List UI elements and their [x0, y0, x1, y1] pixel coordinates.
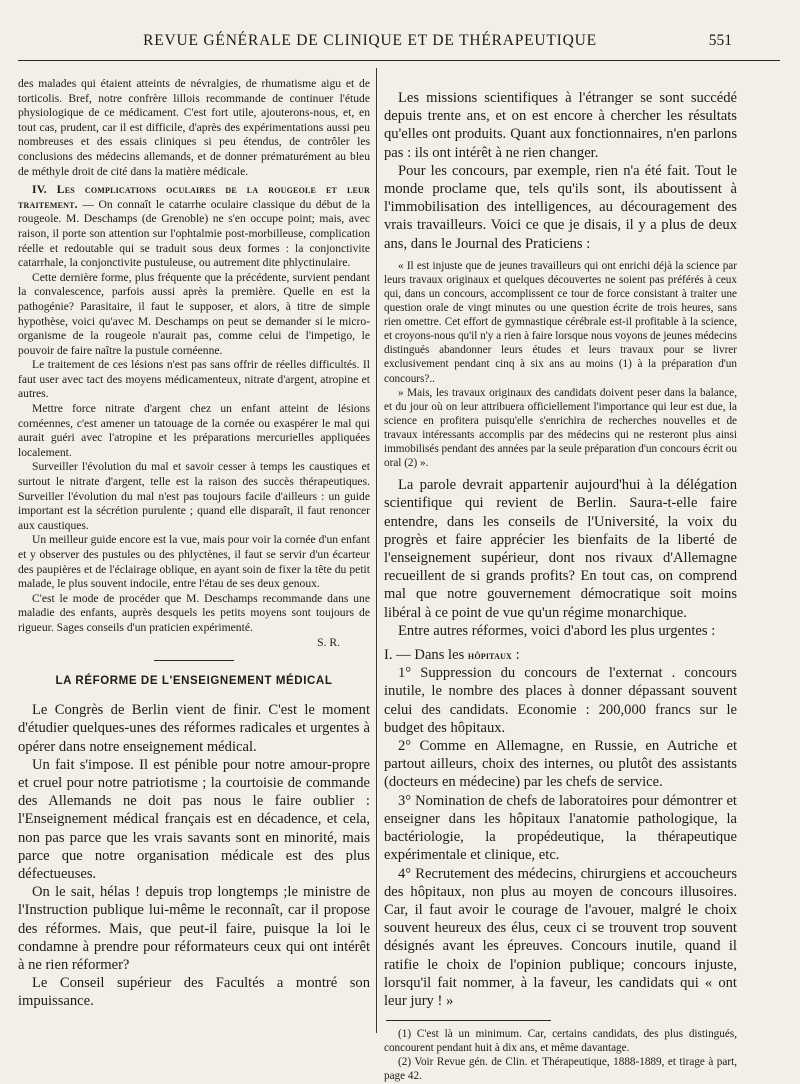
section-iv-paragraph — [18, 183, 370, 271]
body-paragraph: Le traitement de ces lésions n'est pas sans offrir de réelles difficultés. Il faut user avec tact des moyens médicamenteux, nitrate d'argent, atropine et autres. — [18, 358, 370, 401]
page-number: 551 — [708, 32, 732, 49]
section-divider — [154, 660, 234, 661]
body-paragraph: Surveiller l'évolution du mal et savoir cesser à temps les caustiques et surtout le nitrate d'argent, telle est la raison des succès thérapeutiques. Surveiller l'évolution du mal n'est pas toujours facile d'ailleurs : un guide important est la sécrétion purulente ; quand elle disparaît, il faut renoncer aux caustiques. — [18, 460, 370, 532]
section-label-suffix: : — [512, 647, 520, 664]
header-rule — [18, 60, 780, 61]
body-paragraph: Un meilleur guide encore est la vue, mais pour voir la cornée d'un enfant et y observer des pustules ou des phlyctènes, il faut se servir d'un écarteur des paupières et de l'éclairage oblique, en ayant soin de fixer la tête du petit malade, le plus souvent indocile, entre l'étau de ses deux genoux. — [18, 533, 370, 591]
section-iv-heading: IV. Les complications oculaires de la rougeole et leur traitement. — [18, 183, 370, 211]
signature-line — [18, 636, 370, 651]
quote-paragraph: » Mais, les travaux originaux des candidats doivent peser dans la balance, et du jour où on leur attribuera officiellement l'importance qui leur est due, la science en profitera puisqu'elle s'enrichira de recherches nouvelles et de travaux intéressants accomplis par des médecins qui ne resteront plus ainsi immobilisés pendant des années par la seule préparation d'un concours écrit ou oral (2) ». — [384, 386, 737, 470]
section-iv-text: — On connaît le catarrhe oculaire classique du début de la rougeole. M. Deschamps (de Grenoble) ne s'en occupe point; mais, avec raison, il porte son attention sur l'ophtalmie post-morbilleuse, complication réelle et redoutable qui se traduit sous deux formes : la conjonctivite catarrhale, la conjonctivite pustuleuse, ou autrement dite phlyctinulaire. — [18, 197, 370, 270]
footnotes — [384, 1027, 737, 1083]
numbered-paragraph: 3° Nomination de chefs de laboratoires pour démontrer et enseigner dans les hôpitaux l'anatomie pathologique, la bactériologie, la propédeutique, la thérapeutique expérimentale et clinique, etc. — [384, 792, 737, 864]
column-divider — [376, 68, 377, 1033]
article-title: LA RÉFORME DE L'ENSEIGNEMENT MÉDICAL — [55, 675, 333, 688]
article-paragraph: Les missions scientifiques à l'étranger se sont succédé depuis trente ans, et on est encore à chercher les résultats qu'elles ont produits. Quant aux fonctionnaires, n'en parlons pas : ils ont intérêt à ne rien changer. — [384, 90, 737, 161]
body-paragraph: Mettre force nitrate d'argent chez un enfant atteint de lésions cornéennes, c'est amener un tatouage de la cornée ou exaspérer le mal qui aurait guéri avec l'atropine et les préparations mercurielles appliquées localement. — [18, 402, 370, 459]
article-paragraph: On le sait, hélas ! depuis trop longtemps ;le ministre de l'Instruction publique lui-même le reconnaît, car il propose des réformes. Mais, que peut-il faire, puisque la loi le condamne à prendre pour réformateurs ceux qui ont intérêt à ne rien réformer? — [18, 884, 370, 973]
left-column — [18, 77, 370, 1011]
article-paragraph: Entre autres réformes, voici d'abord les plus urgentes : — [398, 622, 716, 639]
section-label — [384, 646, 737, 664]
article-paragraph: Un fait s'impose. Il est pénible pour notre amour-propre et cruel pour notre patriotisme ; la courtoisie de commande des Allemands ne doit pas nous le faire oublier : l'Enseignement médical français est en décadence, et cela, non pas parce que les vrais savants sont en minorité, mais parce que notre organisation médicale est des plus défectueuses. — [18, 756, 370, 882]
signature: S. R. — [317, 635, 340, 649]
numbered-paragraph: 4° Recrutement des médecins, chirurgiens et accoucheurs des hôpitaux, non plus au moyen de concours illusoires. Car, il faut avoir le courage de l'avouer, malgré le choix souvent heureux des élus, ceux ci se trouvent trop souvent désignés avant les épreuves. Concours inutile, quand il ratifie le choix de l'opinion publique; concours injuste, lorsqu'il fait nommer, à la faveur, les candidats qui « ont leur jury ! » — [384, 865, 737, 1009]
section-label-prefix: I. — Dans les — [384, 647, 468, 664]
running-header — [0, 30, 800, 56]
article-paragraph: Le Conseil supérieur des Facultés a montré son impuissance. — [18, 975, 370, 1010]
footnote: (1) C'est là un minimum. Car, certains candidats, des plus distingués, concourent pendant huit à dix ans, et même davantage. — [384, 1028, 737, 1055]
right-column — [384, 89, 737, 1084]
footnote: (2) Voir Revue gén. de Clin. et Thérapeutique, 1888-1889, et tirage à part, page 42. — [384, 1056, 737, 1083]
footnote-rule — [386, 1020, 551, 1021]
article-paragraph: Le Congrès de Berlin vient de finir. C'est le moment d'étudier quelques-unes des réformes radicales et urgentes à opérer dans notre enseignement médical. — [18, 702, 370, 755]
journal-title: REVUE GÉNÉRALE DE CLINIQUE ET DE THÉRAPEUTIQUE — [143, 32, 597, 49]
numbered-paragraph: 1° Suppression du concours de l'externat . concours inutile, le nombre des places à donner dépassant souvent celui des candidats. Economie : 200,000 francs sur le budget des hôpitaux. — [384, 665, 737, 736]
article-paragraph: Pour les concours, par exemple, rien n'a été fait. Tout le monde proclame que, tels qu'ils sont, ils aboutissent à l'immobilisation des intelligences, au découragement des vrais travailleurs. Voici ce que je disais, il y a plus de deux ans, dans le Journal des Praticiens : — [384, 162, 737, 252]
section-label-bold: hôpitaux — [467, 648, 513, 663]
article-paragraph: La parole devrait appartenir aujourd'hui à la délégation scientifique qui revient de Berlin. Saura-t-elle faire entendre, dans les conseils de l'Université, la voix du progrès et faire apprécier les bienfaits de la liberté de l'enseignement supérieur, dont nos rivaux d'Allemagne recueillent de si grands profits? En tout cas, on comprend mal que notre gouvernement démocratique soit moins libéral à ce point de vue qu'un régime monarchique. — [384, 477, 737, 621]
numbered-paragraph: 2° Comme en Allemagne, en Russie, en Autriche et partout ailleurs, choix des internes, ou plutôt des assistants (docteurs en médecine) par les chefs de service. — [384, 738, 737, 791]
last-paragraph: C'est le mode de procéder que M. Deschamps recommande dans une maladie des enfants, auprès desquels les petits moyens sont toujours de rigueur. Sages conseils d'un praticien expérimenté. — [18, 591, 370, 634]
quote-paragraph: « Il est injuste que de jeunes travailleurs qui ont enrichi déjà la science par leurs travaux originaux et quelques découvertes ne soient pas préférés à ceux qui, dans un concours, accomplissent ce tour de force consistant à traiter une question orale de vingt minutes ou une question écrite de trois heures, sans rien omettre. Cet effort de gymnastique cérébrale est-il profitable à la science, et croyons-nous qu'il n'y a rien à faire lorsque nous voyons de jeunes médecins distingués abandonner leurs études et leurs travaux pour se livrer exclusivement pendant cinq à six ans au moins (1) à la préparation d'un concours?.. — [384, 259, 737, 385]
body-paragraph: Cette dernière forme, plus fréquente que la précédente, survient pendant la convalescence, parfois aussi après la première. Quelle en est la pathogénie? Parasitaire, il faut le supposer, et alors, à titre de simple hypothèse, voici qu'avec M. Deschamps on peut se demander si le micro-organisme de la rougeole n'aurait pas, comme celui de l'impetigo, le pouvoir de faire naître la pustule cornéenne. — [18, 270, 370, 357]
intro-paragraph: des malades qui étaient atteints de névralgies, de rhumatisme aigu et de torticolis. Bref, notre confrère lillois recommande de continuer l'étude physiologique de ce médicament. C'est fort utile, ajouterons-nous, et, en tout cas, prudent, car il est difficile, d'après des expérimentations aussi peu nombreuses et des essais cliniques si peu étendus, de contrôler les conclusions des médecins allemands, et de donner prématurément au bleu de méthyle droit de cité dans la matière médicale. — [18, 77, 370, 178]
